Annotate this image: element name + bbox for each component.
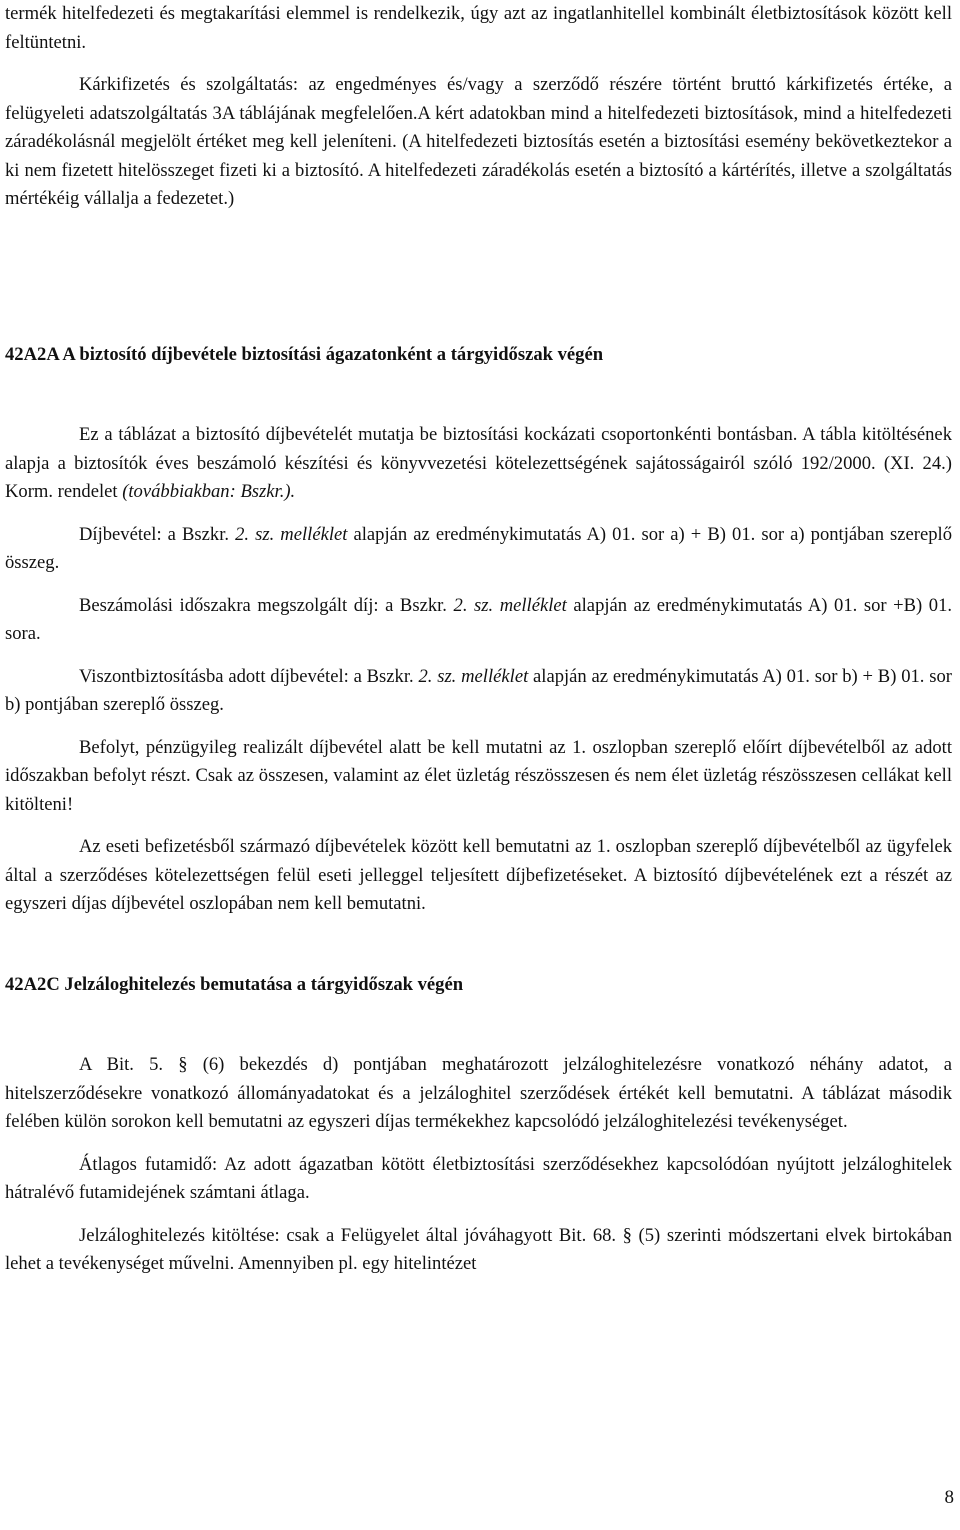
- dijbevetel-rest: alapján az eredménykimutatás A) 01. sor a) + B) 01. sor a) pontjában szereplő összeg.: [5, 523, 953, 573]
- megszolgalt-lead: Beszámolási időszakra megszolgált díj: a Bszkr.: [79, 594, 454, 616]
- paragraph-befolyt-dijbevetel: Befolyt, pénzügyileg realizált díjbevétel alatt be kell mutatni az 1. oszlopban szereplő előírt díjbevételből az adott időszakban befolyt részt. Csak az összesen, valamint az élet üzletág részösszesen és nem élet üzletág részösszesen cellákat kell kitölteni!: [5, 736, 952, 815]
- table-intro-text: Ez a táblázat a biztosító díjbevételét mutatja be biztosítási kockázati csoportonkénti bontásban. A tábla kitöltésének alapja a biztosítók éves beszámoló készítési és könyvvezetési kötelezettségének sajátosságairól szóló 192/2000. (XI. 24.) Korm. rendelet: [5, 424, 952, 502]
- page-content: [5, 0, 952, 1279]
- viszont-lead: Viszontbiztosításba adott díjbevétel: a Bszkr.: [79, 665, 419, 687]
- megszolgalt-rest: alapján az eredménykimutatás A) 01. sor +B) 01. sora.: [5, 594, 953, 644]
- viszont-rest: alapján az eredménykimutatás A) 01. sor b) + B) 01. sor b) pontjában szereplő összeg.: [5, 665, 952, 715]
- paragraph-continuation: termék hitelfedezeti és megtakarítási elemmel is rendelkezik, úgy azt az ingatlanhitellel kombinált életbiztosítások között kell feltüntetni.: [5, 3, 952, 53]
- dijbevetel-lead: Díjbevétel: a Bszkr.: [79, 523, 236, 545]
- paragraph-dijbevetel: [5, 521, 952, 578]
- dijbevetel-annex: 2. sz. melléklet: [235, 523, 348, 545]
- viszont-annex: 2. sz. melléklet: [418, 665, 529, 687]
- paragraph-eseti-befizetes: Az eseti befizetésből származó díjbevételek között kell bemutatni az 1. oszlopban szereplő díjbevételből az ügyfelek által a szerződéses kötelezettségen felül eseti jelleggel teljesített díjbefizetéseket. A biztosító díjbevételének ezt a részét az egyszeri díjas díjbevétel oszlopában nem kell bemutatni.: [5, 836, 952, 914]
- megszolgalt-annex: 2. sz. melléklet: [453, 594, 567, 616]
- paragraph-viszontbiztositas: [5, 663, 952, 720]
- paragraph-kitoltes: Jelzáloghitelezés kitöltése: csak a Felügyelet által jóváhagyott Bit. 68. § (5) szerinti módszertani elvek birtokában lehet a tevékenységet művelni. Amennyiben pl. egy hitelintézet: [5, 1224, 952, 1274]
- paragraph-table-intro: [5, 421, 952, 507]
- paragraph-atlagos-futamido: Átlagos futamidő: Az adott ágazatban kötött életbiztosítási szerződésekhez kapcsolódóan nyújtott jelzáloghitelek hátralévő futamidejének számtani átlaga.: [5, 1153, 952, 1203]
- paragraph-karkifizetes: Kárkifizetés és szolgáltatás: az engedményes és/vagy a szerződő részére történt bruttó kárkifizetés értéke, a felügyeleti adatszolgáltatás 3A táblájának megfelelően.A kért adatokban mind a hitelfedezeti biztosítások, mind a hitelfedezeti záradékolásnál megjelölt értéket meg kell jeleníteni. (A hitelfedezeti biztosítás esetén a biztosítási esemény bekövetkeztekor a ki nem fizetett hitelösszeget fizeti ki a biztosító. A hitelfedezeti záradékolás esetén a biztosító a kártérítés, illetve a szolgáltatás mértékéig vállalja a fedezetet.): [5, 74, 952, 209]
- paragraph-megszolgalt-dij: [5, 592, 952, 649]
- page-number: 8: [944, 1487, 954, 1508]
- section-heading-42a2a: 42A2A A biztosító díjbevétele biztosítási ágazatonként a tárgyidőszak végén: [5, 343, 604, 365]
- paragraph-jelzaloghitelezes: A Bit. 5. § (6) bekezdés d) pontjában meghatározott jelzáloghitelezésre vonatkozó néhány adatot, a hitelszerződésekre vonatkozó állományadatokat és a jelzáloghitel szerződések értékét kell bemutatni. A táblázat második felében külön sorokon kell bemutatni az egyszeri díjas termékekhez kapcsolódó jelzáloghitelezési tevékenységet.: [5, 1054, 952, 1132]
- section-heading-42a2c: 42A2C Jelzáloghitelezés bemutatása a tárgyidőszak végén: [5, 973, 464, 995]
- table-intro-italic: (továbbiakban: Bszkr.).: [122, 481, 296, 502]
